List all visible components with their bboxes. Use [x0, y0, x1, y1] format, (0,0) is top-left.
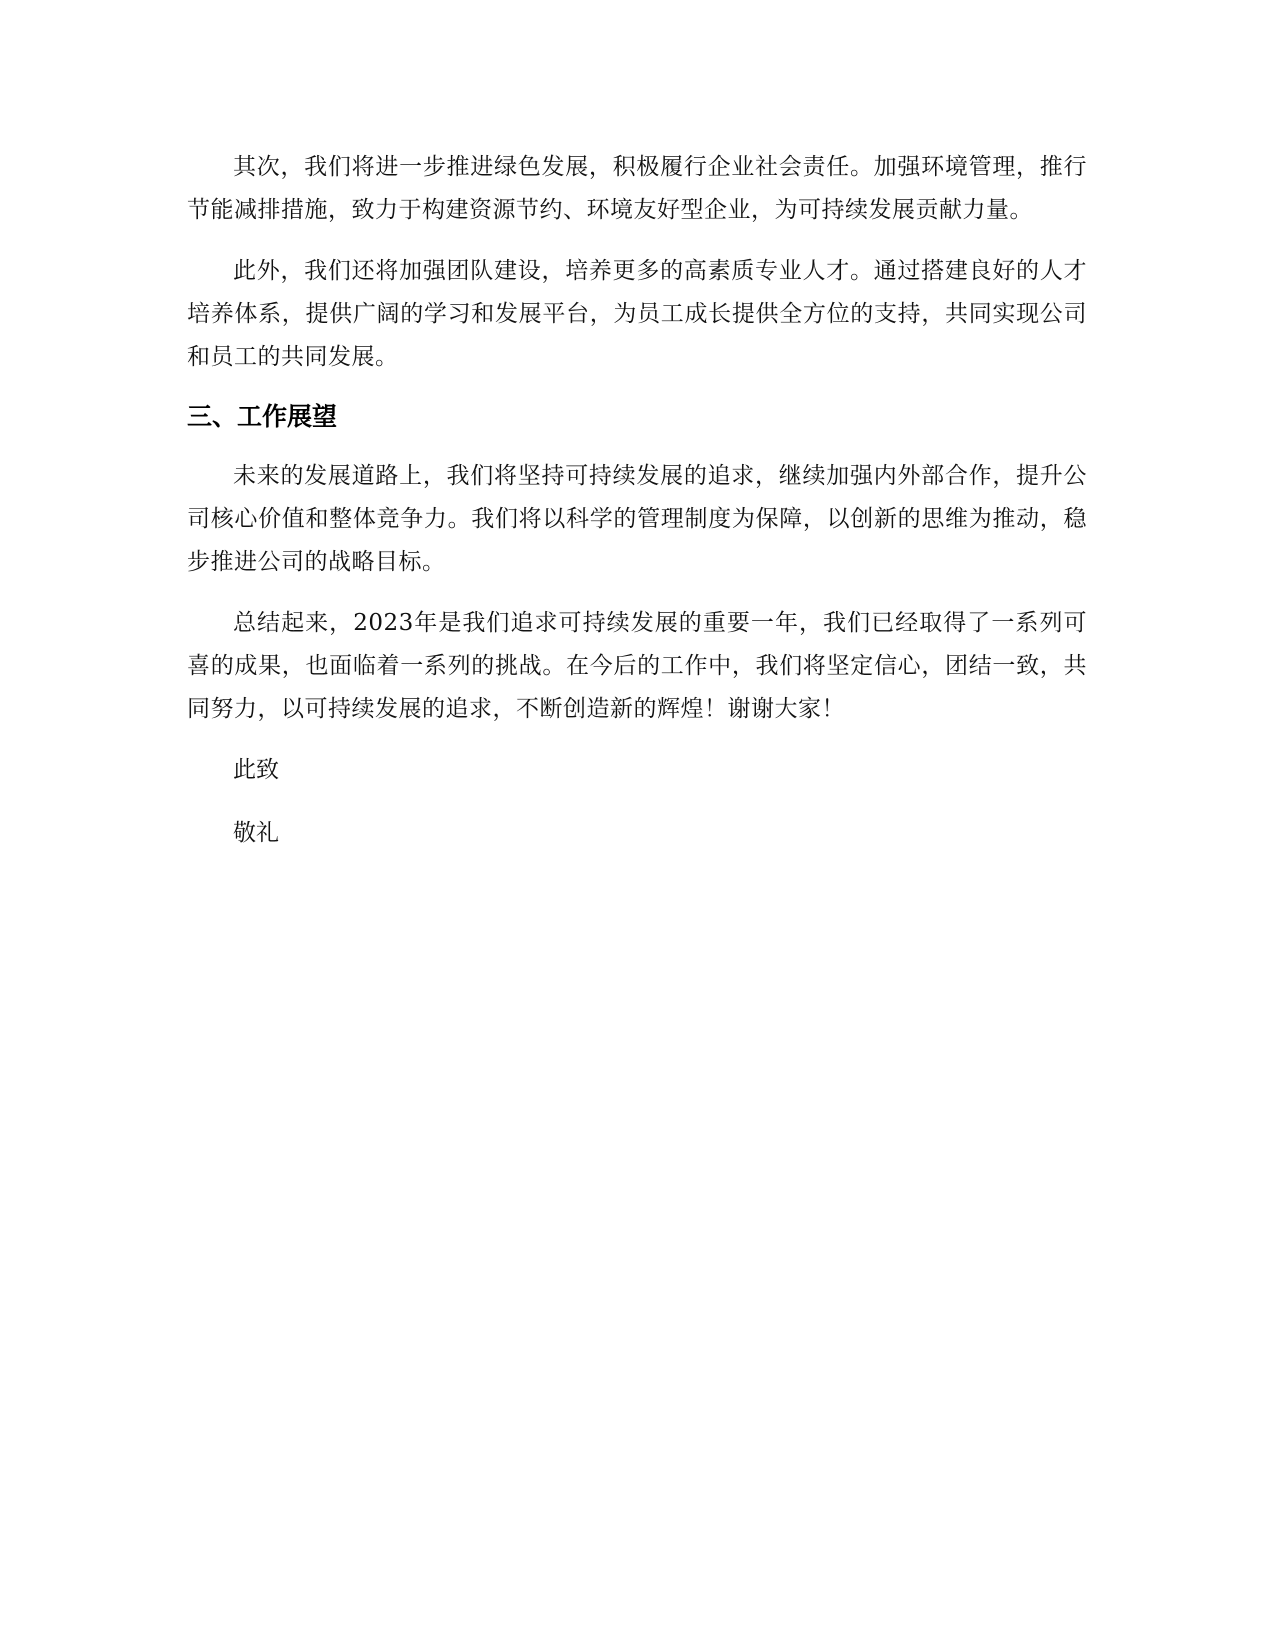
paragraph-green-development: 其次，我们将进一步推进绿色发展，积极履行企业社会责任。加强环境管理，推行节能减排措施，致力于构建资源节约、环境友好型企业，为可持续发展贡献力量。 [187, 154, 1087, 223]
paragraph-summary: 总结起来，2023年是我们追求可持续发展的重要一年，我们已经取得了一系列可喜的成果，也面临着一系列的挑战。在今后的工作中，我们将坚定信心，团结一致，共同努力，以可持续发展的追求，不断创造新的辉煌！谢谢大家！ [187, 610, 1087, 722]
paragraph-future-outlook: 未来的发展道路上，我们将坚持可持续发展的追求，继续加强内外部合作，提升公司核心价值和整体竞争力。我们将以科学的管理制度为保障，以创新的思维为推动，稳步推进公司的战略目标。 [187, 463, 1087, 575]
document-body [187, 146, 1087, 875]
section-heading: 三、工作展望 [187, 402, 338, 431]
closing-salutation: 此致 [233, 757, 279, 783]
paragraph-team-building: 此外，我们还将加强团队建设，培养更多的高素质专业人才。通过搭建良好的人才培养体系，提供广阔的学习和发展平台，为员工成长提供全方位的支持，共同实现公司和员工的共同发展。 [187, 258, 1087, 370]
closing-regards: 敬礼 [233, 820, 279, 846]
